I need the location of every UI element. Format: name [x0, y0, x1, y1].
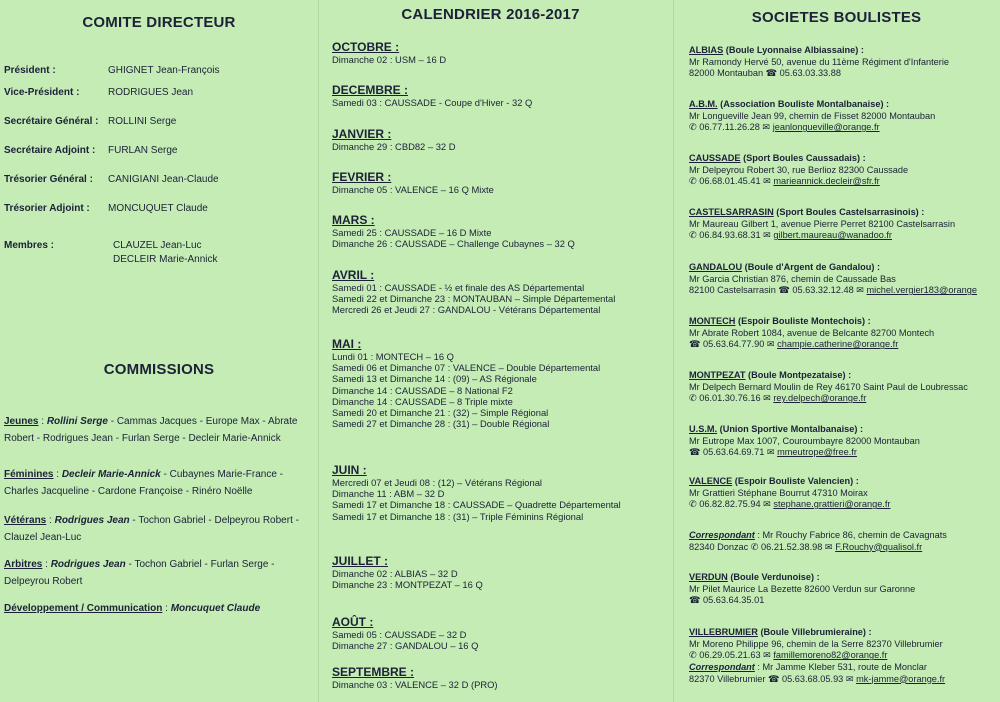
club-phone: ✆ 06.77.11.26.28 [689, 122, 760, 133]
club-email[interactable]: F.Rouchy@qualisol.fr [835, 541, 923, 552]
club-address: : Mr Rouchy Fabrice 86, chemin de Cavagnats [757, 530, 947, 540]
commissions-title: COMMISSIONS [103, 361, 215, 378]
club-email[interactable]: michel.vergier183@orange [866, 285, 977, 296]
comite-role-label: Trésorier Adjoint : [4, 203, 90, 214]
club-entry [689, 627, 994, 662]
club-address: Mr Maureau Gilbert 1, avenue Pierre Perret 82100 Castelsarrasin [689, 218, 956, 229]
calendar-month [332, 40, 662, 65]
month-title: JUIN : [332, 463, 367, 477]
club-address: Mr Ramondy Hervé 50, avenue du 11ème Régiment d'Infanterie [689, 56, 949, 67]
club-email[interactable]: jeanlongueville@orange.fr [772, 122, 880, 133]
calendar-month [332, 463, 662, 522]
commission-entry [4, 413, 310, 447]
club-contact [689, 447, 994, 459]
commission-lead: Decleir Marie-Annick [61, 469, 161, 480]
club-address: Mr Moreno Philippe 96, chemin de la Serre 82370 Villebrumier [689, 638, 943, 649]
calendar-event: Lundi 01 : MONTECH – 16 Q [332, 351, 454, 362]
comite-role-name: CANIGIANI Jean-Claude [108, 174, 219, 185]
comite-role-label: Président : [4, 65, 56, 76]
club-address: Mr Delpeyrou Robert 30, rue Berlioz 82300 Caussade [689, 164, 909, 175]
comite-role-label: Trésorier Général : [4, 174, 93, 185]
club-line [689, 68, 994, 80]
calendar-event: Dimanche 14 : CAUSSADE – 8 National F2 [332, 384, 513, 396]
club-fullname: (Espoir Bouliste Montechois) : [735, 316, 871, 326]
club-name: MONTPEZAT [689, 370, 746, 380]
club-phone: ☎ 05.63.64.77.90 [689, 339, 765, 350]
calendar-event: Samedi 06 et Dimanche 07 : VALENCE – Double Départemental [332, 362, 601, 374]
club-title [689, 207, 994, 219]
calendar-event: Mercredi 26 et Jeudi 27 : GANDALOU - Vétérans Départemental [332, 304, 601, 316]
club-address: Mr Abrate Robert 1084, avenue de Belcante 82700 Montech [689, 327, 935, 338]
commission-colon: : [53, 469, 62, 480]
club-fullname: (Sport Boules Caussadais) : [740, 153, 866, 163]
commission-entry [4, 512, 310, 546]
calendar-event: Samedi 03 : CAUSSADE - Coupe d'Hiver - 32 Q [332, 97, 533, 108]
club-phone: 82340 Donzac ✆ 06.21.52.38.98 [689, 541, 823, 552]
club-name: VILLEBRUMIER [689, 627, 758, 637]
calendar-month [332, 665, 662, 690]
club-name: U.S.M. [689, 424, 718, 434]
club-line [689, 662, 994, 674]
club-name: VERDUN [689, 572, 728, 582]
club-title [689, 99, 994, 111]
month-title: SEPTEMBRE : [332, 665, 415, 679]
club-contact [689, 230, 994, 242]
calendar-event: Dimanche 26 : CAUSSADE – Challenge Cubaynes – 32 Q [332, 238, 575, 250]
calendar-event: Samedi 17 et Dimanche 18 : CAUSSADE – Quadrette Départemental [332, 499, 621, 511]
club-address: 82000 Montauban ☎ 05.63.03.33.88 [689, 68, 841, 79]
calendar-event: Dimanche 27 : GANDALOU – 16 Q [332, 640, 479, 652]
member-2: DECLEIR Marie-Annick [113, 254, 218, 265]
club-email[interactable]: mmeutrope@free.fr [777, 447, 857, 458]
club-name: MONTECH [689, 316, 736, 326]
club-name: CASTELSARRASIN [689, 207, 774, 217]
club-entry [689, 153, 994, 188]
commission-colon: : [38, 416, 47, 427]
mail-icon: ✉ [764, 339, 778, 350]
club-line [689, 595, 994, 607]
club-address: : Mr Jamme Kleber 531, route de Monclar [757, 662, 927, 672]
month-title: AOÛT : [332, 615, 374, 629]
club-entry [689, 530, 994, 553]
mail-icon: ✉ [760, 650, 774, 661]
club-line [689, 111, 994, 123]
calendar-month [332, 170, 662, 195]
club-line [689, 382, 994, 394]
calendar-event: Dimanche 02 : USM – 16 D [332, 54, 447, 65]
club-line [689, 57, 994, 69]
clubs-title: SOCIETES BOULISTES [751, 9, 922, 26]
club-phone: ✆ 06.84.93.68.31 [689, 230, 761, 241]
club-fullname: (Boule d'Argent de Gandalou) : [742, 262, 881, 272]
calendar-event: Samedi 20 et Dimanche 21 : (32) – Simple Régional [332, 407, 549, 419]
calendar-event: Samedi 01 : CAUSSADE - ½ et finale des AS Départemental [332, 282, 585, 293]
club-name: ALBIAS [689, 45, 724, 55]
mail-icon: ✉ [822, 541, 836, 552]
club-line [689, 328, 994, 340]
club-entry [689, 262, 994, 297]
commission-label: Développement / Communication [4, 603, 163, 614]
club-title [689, 476, 994, 488]
calendar-panel [318, 0, 673, 702]
commission-lead: Moncuquet Claude [170, 603, 261, 614]
club-name: A.B.M. [689, 99, 718, 109]
clubs-panel [673, 0, 1000, 702]
club-fullname: (Boule Verdunoise) : [727, 572, 820, 582]
club-phone: ✆ 06.29.05.21.63 [689, 650, 761, 661]
commission-entry [4, 556, 310, 590]
month-title: JANVIER : [332, 127, 392, 141]
calendar-event: Samedi 05 : CAUSSADE – 32 D [332, 629, 467, 640]
calendar-month [332, 615, 662, 651]
mail-icon: ✉ [760, 499, 774, 510]
club-fullname: (Association Bouliste Montalbanaise) : [717, 99, 890, 109]
commission-label: Féminines [4, 469, 54, 480]
club-name: GANDALOU [689, 262, 743, 272]
club-entry [689, 662, 994, 685]
club-address: Mr Garcia Christian 876, chemin de Caussade Bas [689, 273, 896, 284]
calendar-month [332, 127, 662, 152]
comite-role-name: RODRIGUES Jean [108, 87, 194, 98]
club-title [689, 424, 994, 436]
comite-title: COMITE DIRECTEUR [82, 14, 236, 31]
correspondant-label: Correspondant [689, 662, 755, 672]
club-phone: ☎ 05.63.64.69.71 [689, 447, 765, 458]
club-title [689, 45, 994, 57]
month-title: AVRIL : [332, 268, 375, 282]
comite-role-name: MONCUQUET Claude [108, 203, 208, 214]
member-1: CLAUZEL Jean-Luc [113, 240, 202, 251]
club-contact [689, 499, 994, 511]
month-title: DECEMBRE : [332, 83, 409, 97]
calendar-title: CALENDRIER 2016-2017 [401, 6, 580, 23]
club-title [689, 316, 994, 328]
club-contact [689, 542, 994, 554]
club-entry [689, 370, 994, 405]
calendar-event: Dimanche 14 : CAUSSADE – 8 Triple mixte [332, 395, 513, 407]
club-fullname: (Boule Villebrumieraine) : [757, 627, 872, 637]
commission-label: Jeunes [4, 416, 39, 427]
comite-role-label: Vice-Président : [4, 87, 80, 98]
month-title: JUILLET : [332, 554, 388, 568]
month-title: FEVRIER : [332, 170, 392, 184]
comite-role-name: FURLAN Serge [108, 145, 178, 156]
club-phone: 82370 Villebrumier ☎ 05.63.68.05.93 [689, 673, 844, 684]
club-contact [689, 122, 994, 134]
club-title [689, 370, 994, 382]
club-email[interactable]: mk-jamme@orange.fr [856, 673, 946, 684]
comite-role-label: Secrétaire Adjoint : [4, 145, 96, 156]
commission-members: - Cubaynes Marie-France - Charles Jacqueline - Cardone Françoise - Rinéro Noëlle [4, 469, 284, 497]
club-fullname: (Espoir Bouliste Valencien) : [732, 476, 859, 486]
comite-role-name: ROLLINI Serge [108, 116, 177, 127]
club-fullname: (Boule Montpezataise) : [745, 370, 852, 380]
club-entry [689, 99, 994, 134]
calendar-event: Dimanche 11 : ABM – 32 D [332, 488, 445, 500]
club-line [689, 530, 994, 542]
month-title: MARS : [332, 213, 375, 227]
calendar-event: Dimanche 05 : VALENCE – 16 Q Mixte [332, 184, 494, 195]
mail-icon: ✉ [760, 230, 774, 241]
club-entry [689, 572, 994, 607]
commission-entry [4, 466, 310, 500]
mail-icon: ✉ [760, 176, 774, 187]
commission-label: Vétérans [4, 515, 47, 526]
calendar-event: Dimanche 02 : ALBIAS – 32 D [332, 568, 458, 579]
club-contact [689, 285, 994, 297]
mail-icon: ✉ [760, 393, 774, 404]
club-title [689, 572, 994, 584]
mail-icon: ✉ [853, 285, 867, 296]
club-entry [689, 424, 994, 459]
club-line [689, 219, 994, 231]
commission-members: - Cammas Jacques - Europe Max - Abrate Robert - Rodrigues Jean - Furlan Serge - Decleir Marie-Annick [4, 416, 298, 444]
club-name: CAUSSADE [689, 153, 741, 163]
club-address: Mr Delpech Bernard Moulin de Rey 46170 Saint Paul de Loubressac [689, 381, 968, 392]
calendar-event: Dimanche 23 : MONTPEZAT – 16 Q [332, 579, 483, 591]
mail-icon: ✉ [843, 673, 857, 684]
commission-lead: Rodrigues Jean [54, 515, 130, 526]
club-email[interactable]: rey.delpech@orange.fr [773, 393, 867, 404]
club-email[interactable]: gilbert.maureau@wanadoo.fr [773, 230, 892, 241]
club-phone: ✆ 06.68.01.45.41 [689, 176, 761, 187]
club-title [689, 627, 994, 639]
club-contact [689, 650, 994, 662]
calendar-event: Samedi 25 : CAUSSADE – 16 D Mixte [332, 227, 492, 238]
club-fullname: (Boule Lyonnaise Albiassaine) : [723, 45, 864, 55]
club-address: Mr Longueville Jean 99, chemin de Fisset 82000 Montauban [689, 110, 936, 121]
calendar-event: Dimanche 29 : CBD82 – 32 D [332, 141, 456, 152]
commission-members: - Tochon Gabriel - Delpeyrou Robert - Clauzel Jean-Luc [4, 515, 299, 543]
club-email[interactable]: famillemoreno82@orange.fr [773, 650, 888, 661]
club-address: Mr Eutrope Max 1007, Couroumbayre 82000 Montauban [689, 435, 920, 446]
club-email[interactable]: stephane.grattieri@orange.fr [773, 499, 891, 510]
club-line [689, 584, 994, 596]
club-entry [689, 207, 994, 242]
club-phone: ✆ 06.01.30.76.16 [689, 393, 761, 404]
club-email[interactable]: champie.catherine@orange.fr [777, 339, 899, 350]
commission-members: - Tochon Gabriel - Furlan Serge - Delpeyrou Robert [4, 559, 275, 587]
commission-label: Arbitres [4, 559, 43, 570]
month-title: OCTOBRE : [332, 40, 400, 54]
calendar-event: Samedi 17 et Dimanche 18 : (31) – Triple Féminins Régional [332, 510, 584, 522]
commission-entry [4, 600, 310, 617]
club-email[interactable]: marieannick.decleir@sfr.fr [773, 176, 880, 187]
club-address: Mr Grattieri Stéphane Bourrut 47310 Moirax [689, 487, 868, 498]
calendar-month [332, 337, 662, 429]
club-title [689, 262, 994, 274]
club-line [689, 488, 994, 500]
commission-lead: Rodrigues Jean [50, 559, 126, 570]
club-entry [689, 45, 994, 80]
club-contact [689, 674, 994, 686]
calendar-event: Samedi 22 et Dimanche 23 : MONTAUBAN – Simple Départemental [332, 293, 616, 305]
club-line [689, 274, 994, 286]
left-panel [0, 0, 318, 702]
club-phone: ✆ 06.82.82.75.94 [689, 499, 761, 510]
mail-icon: ✉ [764, 447, 778, 458]
club-title [689, 153, 994, 165]
club-entry [689, 476, 994, 511]
club-contact [689, 176, 994, 188]
calendar-month [332, 268, 662, 316]
month-title: MAI : [332, 337, 362, 351]
commission-colon: : [42, 559, 51, 570]
calendar-event: Mercredi 07 et Jeudi 08 : (12) – Vétérans Régional [332, 477, 543, 488]
club-line [689, 436, 994, 448]
comite-role-label: Secrétaire Général : [4, 116, 99, 127]
club-fullname: (Union Sportive Montalbanaise) : [717, 424, 864, 434]
commission-colon: : [46, 515, 55, 526]
club-contact [689, 393, 994, 405]
members-label: Membres : [4, 240, 55, 251]
club-name: VALENCE [689, 476, 733, 486]
club-address: Mr Pilet Maurice La Bezette 82600 Verdun sur Garonne [689, 583, 916, 594]
calendar-event: Samedi 13 et Dimanche 14 : (09) – AS Régionale [332, 373, 537, 385]
club-line [689, 165, 994, 177]
commission-colon: : [162, 603, 171, 614]
correspondant-label: Correspondant [689, 530, 755, 540]
commission-lead: Rollini Serge [46, 416, 108, 427]
club-address: ☎ 05.63.64.35.01 [689, 595, 765, 606]
club-contact [689, 339, 994, 351]
club-phone: 82100 Castelsarrasin ☎ 05.63.32.12.48 [689, 285, 854, 296]
club-entry [689, 316, 994, 351]
club-line [689, 639, 994, 651]
calendar-event: Samedi 27 et Dimanche 28 : (31) – Double Régional [332, 418, 550, 430]
comite-role-name: GHIGNET Jean-François [108, 65, 220, 76]
calendar-month [332, 83, 662, 108]
mail-icon: ✉ [759, 122, 773, 133]
calendar-month [332, 213, 662, 249]
calendar-event: Dimanche 03 : VALENCE – 32 D (PRO) [332, 679, 498, 690]
calendar-month [332, 554, 662, 590]
club-fullname: (Sport Boules Castelsarrasinois) : [773, 207, 925, 217]
